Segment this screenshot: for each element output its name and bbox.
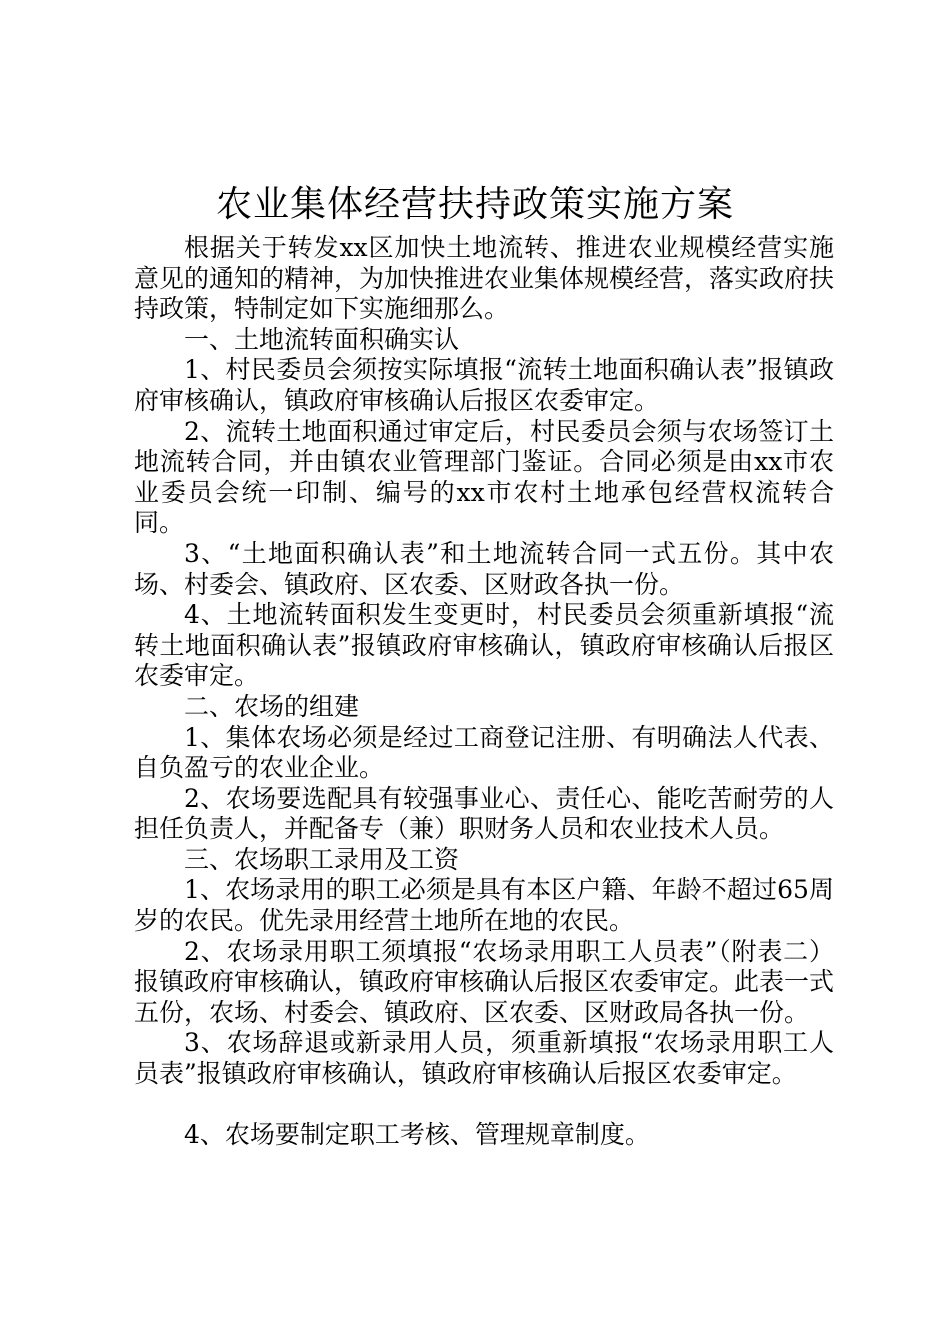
section-heading: 二、农场的组建: [184, 691, 360, 721]
paragraph: 1、村民委员会须按实际填报“流转土地面积确认表”报镇政府审核确认，镇政府审核确认后报区农委审定。: [134, 355, 834, 415]
paragraph: 2、流转土地面积通过审定后，村民委员会须与农场签订土地流转合同，并由镇农业管理部门鉴证。合同必须是由xx市农业委员会统一印制、编号的xx市农村土地承包经营权流转合同。: [134, 416, 834, 538]
section-heading: 三、农场职工录用及工资: [184, 844, 460, 874]
paragraph: 3、“土地面积确认表”和土地流转合同一式五份。其中农场、村委会、镇政府、区农委、区财政各执一份。: [134, 538, 834, 599]
paragraph: 3、农场辞退或新录用人员，须重新填报“农场录用职工人员表”报镇政府审核确认，镇政府审核确认后报区农委审定。: [134, 1028, 834, 1089]
document-body: [134, 233, 834, 1150]
blank-line: [134, 1090, 834, 1120]
intro-paragraph: 根据关于转发xx区加快土地流转、推进农业规模经营实施意见的通知的精神，为加快推进农业集体规模经营，落实政府扶持政策，特制定如下实施细那么。: [134, 233, 835, 324]
document-title: 农业集体经营扶持政策实施方案: [215, 184, 734, 225]
paragraph: 4、土地流转面积发生变更时，村民委员会须重新填报“流转土地面积确认表”报镇政府审核确认，镇政府审核确认后报区农委审定。: [134, 600, 834, 691]
paragraph: 4、农场要制定职工考核、管理规章制度。: [184, 1119, 650, 1149]
paragraph: 2、农场要选配具有较强事业心、责任心、能吃苦耐劳的人担任负责人，并配备专（兼）职财务人员和农业技术人员。: [134, 783, 834, 844]
paragraph: 1、集体农场必须是经过工商登记注册、有明确法人代表、自负盈亏的农业企业。: [134, 722, 834, 783]
section-heading: 一、土地流转面积确实认: [184, 324, 460, 354]
paragraph: 2、农场录用职工须填报“农场录用职工人员表”（附表二）报镇政府审核确认，镇政府审核确认后报区农委审定。此表一式五份，农场、村委会、镇政府、区农委、区财政局各执一份。: [134, 936, 835, 1027]
paragraph: 1、农场录用的职工必须是具有本区户籍、年龄不超过65周岁的农民。优先录用经营土地所在地的农民。: [134, 875, 834, 936]
